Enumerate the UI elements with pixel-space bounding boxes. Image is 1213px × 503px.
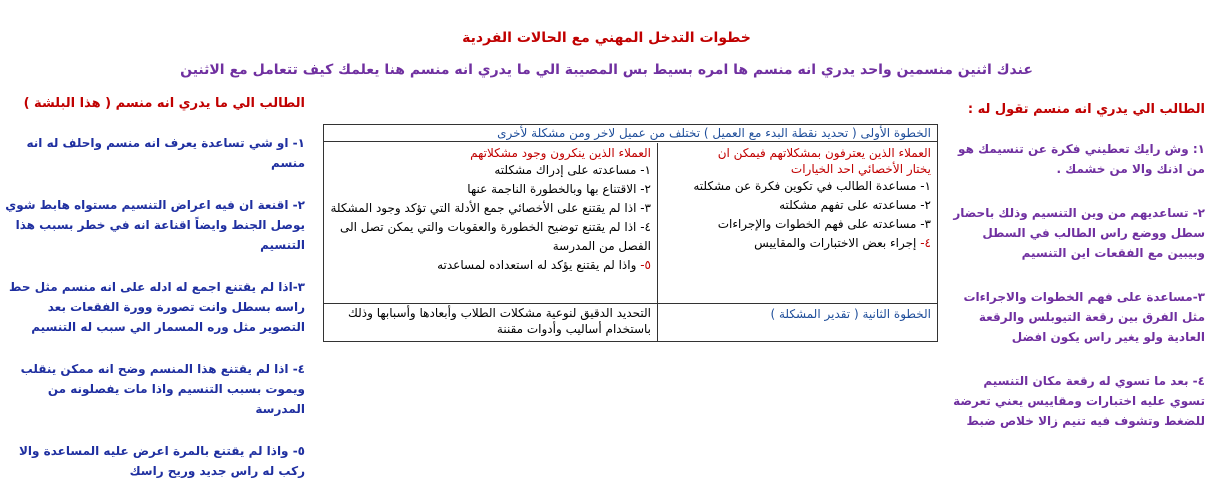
cell-line: ٣- مساعدته على فهم الخطوات والإجراءات bbox=[717, 217, 931, 231]
step2-header: الخطوة الثانية ( تقدير المشكلة ) bbox=[770, 307, 931, 321]
line-number: ٤- bbox=[920, 236, 931, 250]
line-number: ٥- bbox=[640, 258, 651, 272]
right-column-heading: الطالب الي يدري انه منسم تقول له : bbox=[967, 102, 1205, 117]
step1-header: الخطوة الأولى ( تحديد نقطة البدء مع العميل ) تختلف من عميل لاخر ومن مشكلة لأخرى bbox=[324, 125, 937, 142]
acknowledging-clients-subheading: يختار الأخصائي احد الخيارات bbox=[790, 162, 931, 176]
cell-line: ١- مساعدته على إدراك مشكلته bbox=[494, 163, 651, 177]
cell-line: ٢- الاقتناع بها وبالخطورة الناجمة عنها bbox=[467, 182, 651, 196]
line-text: واذا لم يقتنع يؤكد له استعداده لمساعدته bbox=[437, 258, 637, 272]
left-column bbox=[5, 94, 305, 503]
right-column-item: ٢- تساعديهم من وين التنسيم وذلك باحضار سطل ووضع راس الطالب في السطل وبيبين مع الفقعات اين التنسيم bbox=[953, 206, 1205, 260]
cell-line-last bbox=[665, 234, 931, 253]
cell-line: ٣- اذا لم يقتنع على الأخصائي جمع الأدلة التي تؤكد وجود المشكلة bbox=[330, 201, 651, 215]
right-column bbox=[950, 94, 1205, 455]
step2-description: التحديد الدقيق لنوعية مشكلات الطلاب وأبعادها وأسبابها وذلك باستخدام أساليب وأدوات مقننة bbox=[324, 304, 658, 341]
page-title: خطوات التدخل المهني مع الحالات الفردية bbox=[462, 30, 751, 46]
cell-line: ٤- اذا لم يقتنع توضيح الخطورة والعقوبات والتي يمكن تصل الى الفصل من المدرسة bbox=[340, 220, 651, 253]
acknowledging-clients-cell bbox=[659, 143, 937, 303]
cell-line-last bbox=[330, 256, 651, 275]
left-column-heading: الطالب الي ما يدري انه منسم ( هذا البلشة ) bbox=[23, 96, 305, 111]
left-column-item: ٥- واذا لم يقتنع بالمرة اعرض عليه المساعدة والا ركب له راس جديد وريح راسك bbox=[18, 444, 305, 478]
left-column-item: ٣-اذا لم يقتنع اجمع له ادله على انه منسم مثل حط راسه بسطل وانت تصورة وورة الفقعات بعد التصوير مثل وره المسمار الي سبب له التنسيم bbox=[9, 280, 305, 334]
left-column-item: ٤- اذا لم يقتنع هذا المنسم وضح انه ممكن ينقلب ويموت بسبب التنسيم واذا مات يفصلونه من المدرسة bbox=[20, 362, 305, 416]
left-column-item: ١- او شي تساعدة يعرف انه منسم واحلف له انه منسم bbox=[26, 136, 305, 170]
left-column-item: ٢- اقنعة ان فيه اعراض التنسيم مستواه هابط شوي يوصل الجنط وايضاً اقناعة انه في خطر بسبب هذا التنسيم bbox=[5, 198, 305, 252]
cell-line: ٢- مساعدته على تفهم مشكلته bbox=[779, 198, 931, 212]
right-column-item: ٣-مساعدة على فهم الخطوات والاجراءات مثل الفرق بين رقعة التيوبلس والرقعة العادية ولو يغير راس يكون افضل bbox=[963, 290, 1205, 344]
steps-table bbox=[323, 124, 938, 342]
right-column-item: ١: وش رايك تعطيني فكرة عن تنسيمك هو من اذنك والا من خشمك . bbox=[958, 142, 1205, 176]
line-text: إجراء بعض الاختبارات والمقاييس bbox=[754, 236, 917, 250]
acknowledging-clients-heading: العملاء الذين يعترفون بمشكلاتهم فيمكن ان bbox=[717, 146, 931, 160]
denying-clients-cell bbox=[324, 143, 658, 303]
right-column-item: ٤- بعد ما تسوي له رقعة مكان التنسيم تسوي عليه اختبارات ومقاييس يعني تعرضة للضغط وتشوف فيه تنيم زالا خلاص ضبط bbox=[953, 374, 1205, 428]
denying-clients-heading: العملاء الذين ينكرون وجود مشكلاتهم bbox=[470, 146, 651, 160]
cell-line: ١- مساعدة الطالب في تكوين فكرة عن مشكلته bbox=[693, 179, 931, 193]
page-subtitle: عندك اثنين منسمين واحد يدري انه منسم ها امره بسيط بس المصيبة الي ما يدري انه منسم هنا يعلمك كيف تتعامل مع الاثنين bbox=[180, 62, 1033, 78]
